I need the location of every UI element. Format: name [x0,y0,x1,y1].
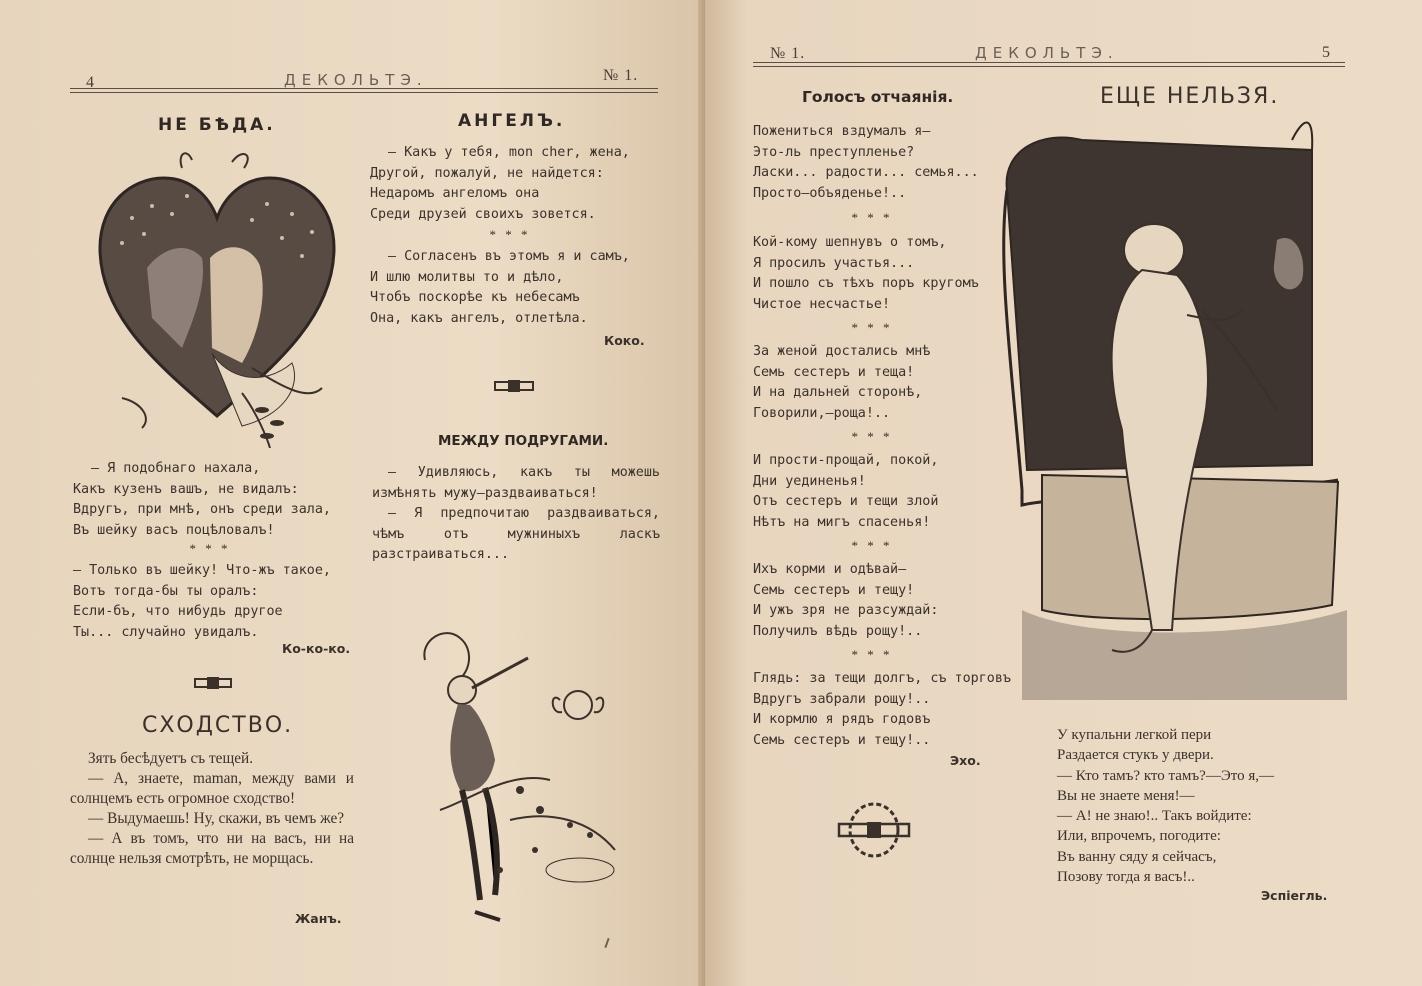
angel-stanza-1 [370,143,670,225]
stars-separator: * * * [489,227,531,242]
page-number-right: 5 [1322,44,1331,61]
verse-line: Кой-кому шепнувъ о томъ, [753,235,947,250]
stars-separator: * * * [851,647,893,662]
heart-couple-illustration [92,148,342,448]
verse-line: Вдругъ забрали рощу!.. [753,691,931,707]
left-page [0,0,705,986]
verse-line: Среди друзей своихъ зовется. [370,206,596,222]
dancer-flute-illustration [400,620,630,930]
verse-line: — Только въ шейку! Что-жъ такое, [73,563,331,578]
title-mezhdu-podrugami: МЕЖДУ ПОДРУГАМИ. [438,433,609,449]
paragraph: — Выдумаешь! Ну, скажи, въ чемъ же? [88,810,345,827]
verse-line: Семь сестеръ и теща! [753,364,915,380]
ornament-divider [194,676,232,690]
verse-line: И кормлю я рядъ годовъ [753,712,931,728]
verse-line: Просто—объяденье!.. [753,185,907,201]
stars-separator: * * * [189,541,231,556]
verse-line: Я просилъ участья... [753,255,915,271]
chain-ornament [837,800,911,860]
verse-line: Нѣтъ на мигъ спасенья! [753,514,931,530]
right-page [705,0,1422,986]
verse-line: Или, впрочемъ, погодите: [1057,828,1221,845]
verse-line: Недаромъ ангеломъ она [370,186,540,202]
title-ne-beda: НЕ БѢДА. [158,115,276,135]
signature-eshche: Эспіегль. [1261,888,1328,903]
signature-golos: Эхо. [950,753,981,768]
running-title-right: ДЕКОЛЬТЭ. [975,44,1119,62]
verse-line: Раздается стукъ у двери. [1057,747,1214,764]
bath-woman-illustration [1002,110,1347,710]
issue-number-left: № 1. [603,67,639,84]
verse-line: — Согласенъ въ этомъ я и самъ, [388,249,630,264]
verse-line: Вдругъ, при мнѣ, онъ среди зала, [73,502,331,518]
title-skhodstvo: СХОДСТВО. [142,713,294,738]
verse-line: Въ ванну сяду я сейчасъ, [1057,848,1217,865]
verse-line: — А! не знаю!.. Такъ войдите: [1057,808,1252,825]
verse-line: Семь сестеръ и тещу!.. [753,732,931,748]
header-rule-left [70,88,658,93]
golos-stanza-4 [753,451,1013,533]
verse-line: Пожениться вздумалъ я— [753,124,931,139]
paragraph: Зять бесѣдуетъ съ тещей. [88,750,254,767]
verse-line: И пошло съ тѣхъ поръ кругомъ [753,276,979,292]
verse-line: — Какъ у тебя, mon cher, жена, [388,145,630,160]
verse-line: И прости-прощай, покой, [753,453,939,468]
verse-line: Чтобъ поскорѣе къ небесамъ [370,290,580,306]
stars-separator: * * * [851,210,893,225]
paragraph: — Я предпочитаю раздваиваться, чѣмъ отъ мужниныхъ ласкъ разстраиваться... [372,506,660,563]
verse-line: — Я подобнаго нахала, [91,461,261,476]
issue-number-right: № 1. [770,45,806,62]
verse-line: — Кто тамъ? кто тамъ?—Это я,— [1057,767,1275,784]
verse-line: Если-бъ, что нибудь другое [73,604,283,620]
signature-angel: Коко. [604,333,645,348]
verse-line: Она, какъ ангелъ, отлетѣла. [370,310,588,326]
skhodstvo-text [70,749,354,869]
verse-line: Ихъ корми и одѣвай— [753,562,907,577]
ne-beda-stanza-1 [73,459,353,541]
verse-line: Въ шейку васъ поцѣловалъ! [73,522,275,538]
verse-line: Глядь: за тещи долгъ, съ торговъ [753,671,1011,686]
golos-stanza-2 [753,233,1013,315]
signature-ne-beda: Ко-ко-ко. [282,641,351,656]
verse-line: Ты... случайно увидалъ. [73,624,259,640]
verse-line: У купальни легкой пери [1057,727,1212,743]
verse-line: За женой достались мнѣ [753,344,931,359]
verse-line: Позову тогда я васъ!.. [1057,869,1195,886]
verse-line: Вотъ тогда-бы ты оралъ: [73,583,259,599]
verse-line: Какъ кузенъ вашъ, не видалъ: [73,481,299,497]
title-angel: АНГЕЛЪ. [458,111,566,131]
verse-line: И на дальней сторонѣ, [753,385,923,401]
signature-skhodstvo: Жанъ. [295,911,342,926]
verse-line: Чистое несчастье! [753,296,891,312]
print-mark [604,938,609,948]
ne-beda-stanza-2 [73,561,353,643]
verse-line: Дни уединенья! [753,473,866,489]
golos-stanza-1 [753,122,1013,204]
paragraph: — А въ томъ, что ни на васъ, ни на солнце нельзя смотрѣть, не морщась. [70,830,354,867]
verse-line: Говорили,—роща!.. [753,405,891,421]
verse-line: Вы не знаете меня!— [1057,787,1195,804]
verse-line: Семь сестеръ и тещу! [753,582,915,598]
verse-line: Ласки... радости... семья... [753,165,979,181]
paragraph: — Удивляюсь, какъ ты можешь измѣнять мужу—раздваиваться! [372,465,660,501]
verse-line: Другой, пожалуй, не найдется: [370,165,604,181]
verse-line: И шлю молитвы то и дѣло, [370,269,564,285]
verse-line: Получилъ вѣдь рощу!.. [753,623,923,639]
verse-line: Отъ сестеръ и тещи злой [753,494,939,510]
page-number-left: 4 [86,74,95,91]
header-rule-right [753,62,1345,67]
running-title-left: ДЕКОЛЬТЭ. [284,71,428,89]
eshche-nelzya-verse [1057,725,1347,887]
golos-stanza-5 [753,560,1013,642]
stars-separator: * * * [851,429,893,444]
stars-separator: * * * [851,538,893,553]
mezhdu-text [372,463,660,566]
title-eshche-nelzya: ЕЩЕ НЕЛЬЗЯ. [1100,84,1280,109]
ornament-divider [494,379,534,393]
stars-separator: * * * [851,320,893,335]
paragraph: — А, знаете, maman, между вами и солнцемъ есть огромное сходство! [70,770,354,807]
verse-line: Это-ль преступленье? [753,144,915,160]
title-golos-otchayaniya: Голосъ отчаянія. [802,88,954,106]
golos-stanza-6 [753,669,1013,751]
golos-stanza-3 [753,342,1013,424]
verse-line: И ужъ зря не разсуждай: [753,603,939,619]
angel-stanza-2 [370,247,670,329]
